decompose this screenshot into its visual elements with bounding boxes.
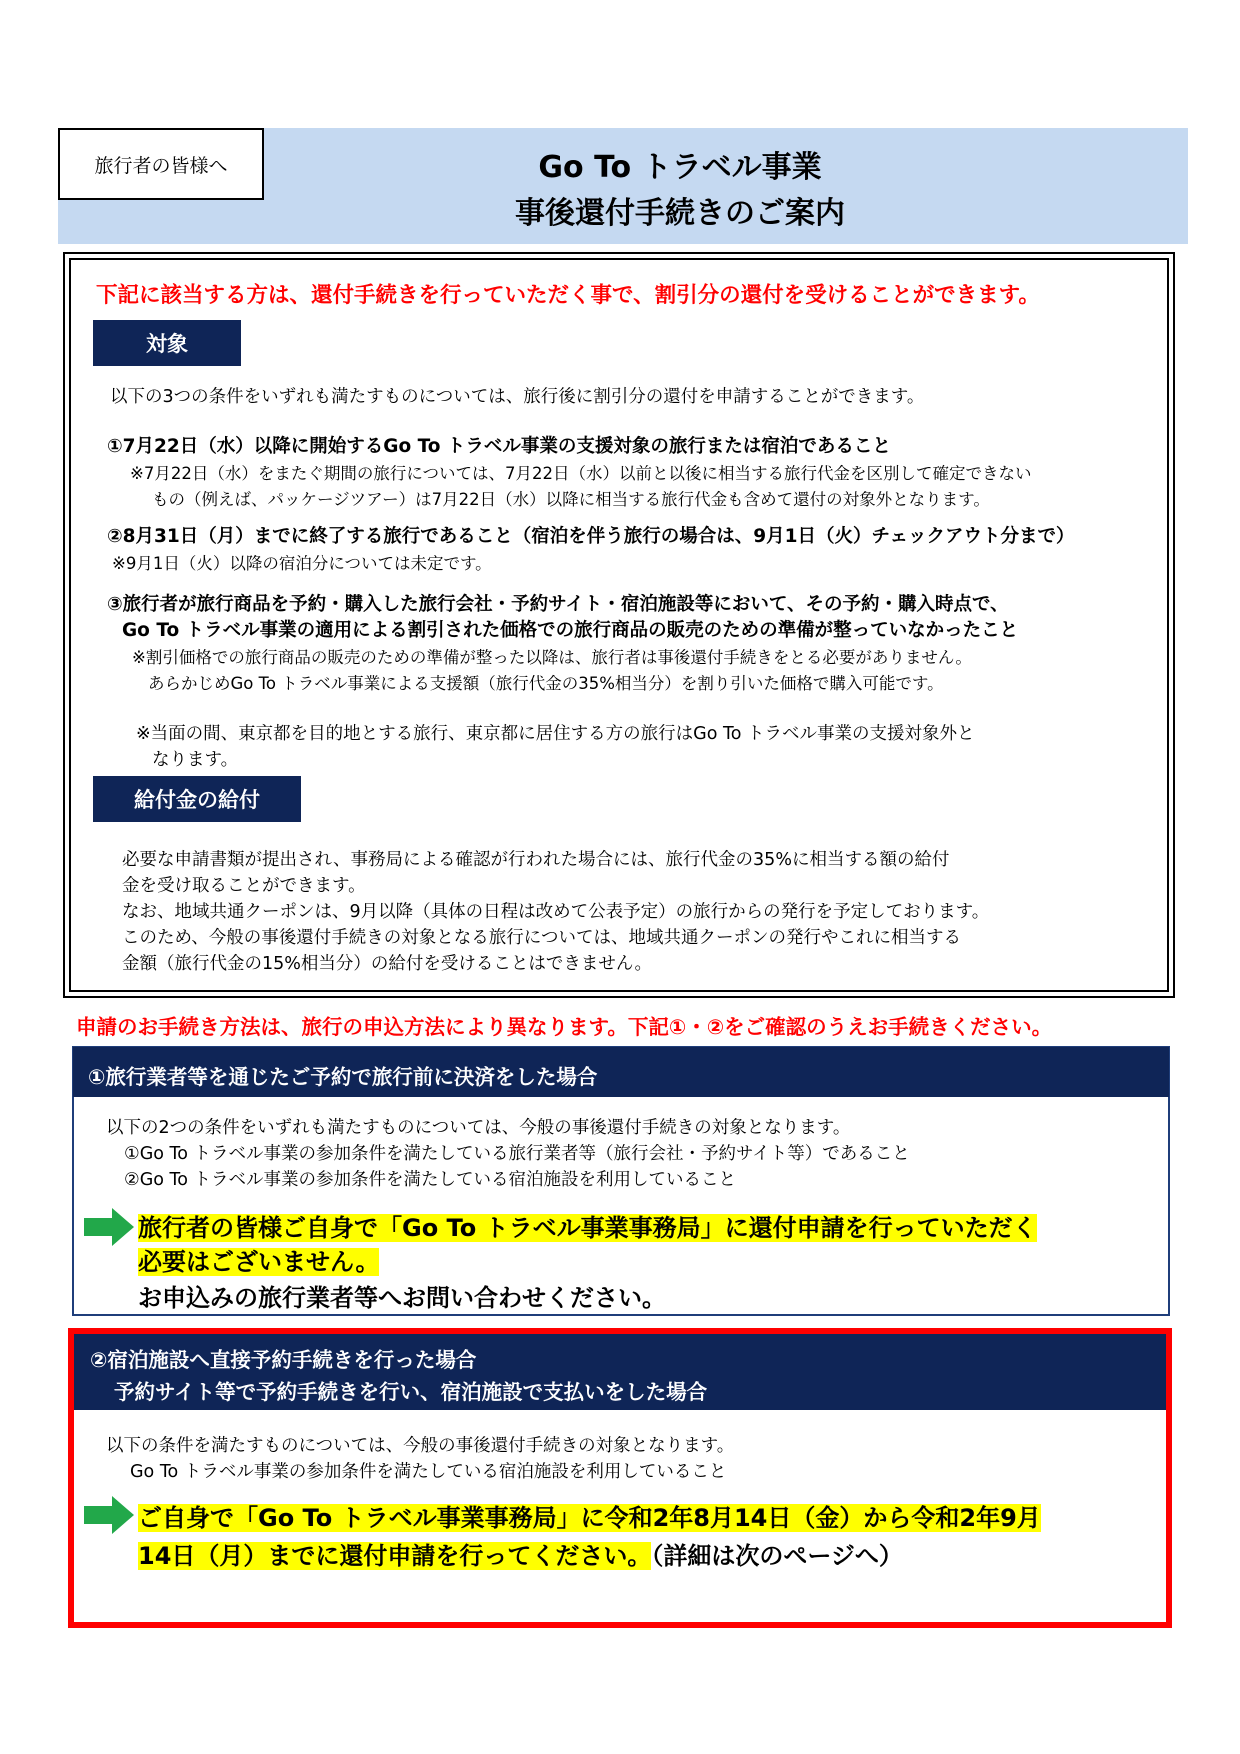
condition-2-note: ※9月1日（火）以降の宿泊分については未定です。 (112, 554, 492, 573)
condition-1: ①7月22日（水）以降に開始するGo To トラベル事業の支援対象の旅行または宿泊であること (107, 436, 891, 457)
section-1-message-line-3: お申込みの旅行業者等へお問い合わせください。 (138, 1284, 666, 1312)
target-intro: 以下の3つの条件をいずれも満たすものについては、旅行後に割引分の還付を申請することができます。 (110, 387, 925, 407)
condition-3-line-1: ③旅行者が旅行商品を予約・購入した旅行会社・予約サイト・宿泊施設等において、その予約・購入時点で、 (107, 594, 1009, 615)
benefit-line-3: なお、地域共通クーポンは、9月以降（具体の日程は改めて公表予定）の旅行からの発行を予定しております。 (122, 902, 990, 922)
condition-3-line-2: Go To トラベル事業の適用による割引された価格での旅行商品の販売のための準備が整っていなかったこと (122, 620, 1019, 641)
page-title-line1: Go To トラベル事業 (538, 150, 822, 185)
section-2-message-line-2: 14日（月）までに還付申請を行ってください。（詳細は次のページへ） (138, 1542, 903, 1570)
section-1-item-2: ②Go To トラベル事業の参加条件を満たしている宿泊施設を利用していること (124, 1170, 737, 1190)
audience-label: 旅行者の皆様へ (58, 128, 264, 200)
section-1-item-1: ①Go To トラベル事業の参加条件を満たしている旅行業者等（旅行会社・予約サイト等）であること (124, 1144, 910, 1164)
page-title-line2: 事後還付手続きのご案内 (515, 196, 845, 231)
condition-3-note-2: あらかじめGo To トラベル事業による支援額（旅行代金の35%相当分）を割り引いた価格で購入可能です。 (148, 674, 944, 693)
section-2-message-line-1: ご自身で「Go To トラベル事業事務局」に令和2年8月14日（金）から令和2年9月 (138, 1504, 1041, 1532)
section-1-intro: 以下の2つの条件をいずれも満たすものについては、今般の事後還付手続きの対象となります。 (106, 1118, 851, 1138)
benefit-line-5: 金額（旅行代金の15%相当分）の給付を受けることはできません。 (122, 954, 652, 974)
right-arrow-icon (84, 1208, 134, 1246)
section-1-message-line-2: 必要はございません。 (138, 1248, 380, 1276)
benefit-line-1: 必要な申請書類が提出され、事務局による確認が行われた場合には、旅行代金の35%に相当する額の給付 (122, 850, 950, 870)
section-2-heading-line-2: 予約サイト等で予約手続きを行い、宿泊施設で支払いをした場合 (114, 1380, 708, 1404)
procedure-instruction: 申請のお手続き方法は、旅行の申込方法により異なります。下記①・②をご確認のうえお手続きください。 (76, 1015, 1053, 1039)
tokyo-note-line-2: なります。 (152, 750, 239, 770)
condition-3-note-1: ※割引価格での旅行商品の販売のための準備が整った以降は、旅行者は事後還付手続きをとる必要がありません。 (132, 648, 972, 667)
section-1-heading: ①旅行業者等を通じたご予約で旅行前に決済をした場合 (88, 1065, 598, 1089)
section-2-heading-line-1: ②宿泊施設へ直接予約手続きを行った場合 (90, 1348, 477, 1372)
benefit-label: 給付金の給付 (93, 776, 301, 822)
section-2-intro: 以下の条件を満たすものについては、今般の事後還付手続きの対象となります。 (106, 1436, 735, 1456)
right-arrow-icon (84, 1496, 134, 1534)
condition-2: ②8月31日（月）までに終了する旅行であること（宿泊を伴う旅行の場合は、9月1日（火）チェックアウト分まで） (107, 526, 1075, 547)
condition-1-note-1: ※7月22日（水）をまたぐ期間の旅行については、7月22日（水）以前と以後に相当する旅行代金を区別して確定できない (130, 464, 1032, 483)
lead-text: 下記に該当する方は、還付手続きを行っていただく事で、割引分の還付を受けることができます。 (96, 283, 1040, 308)
target-label: 対象 (93, 320, 241, 366)
benefit-line-4: このため、今般の事後還付手続きの対象となる旅行については、地域共通クーポンの発行やこれに相当する (122, 928, 961, 948)
section-2-item: Go To トラベル事業の参加条件を満たしている宿泊施設を利用していること (130, 1462, 727, 1482)
section-1-message-line-1: 旅行者の皆様ご自身で「Go To トラベル事業事務局」に還付申請を行っていただく (138, 1214, 1037, 1242)
tokyo-note-line-1: ※当面の間、東京都を目的地とする旅行、東京都に居住する方の旅行はGo To トラベル事業の支援対象外と (136, 724, 975, 744)
condition-1-note-2: もの（例えば、パッケージツアー）は7月22日（水）以降に相当する旅行代金も含めて還付の対象外となります。 (152, 490, 990, 509)
benefit-line-2: 金を受け取ることができます。 (122, 876, 366, 896)
